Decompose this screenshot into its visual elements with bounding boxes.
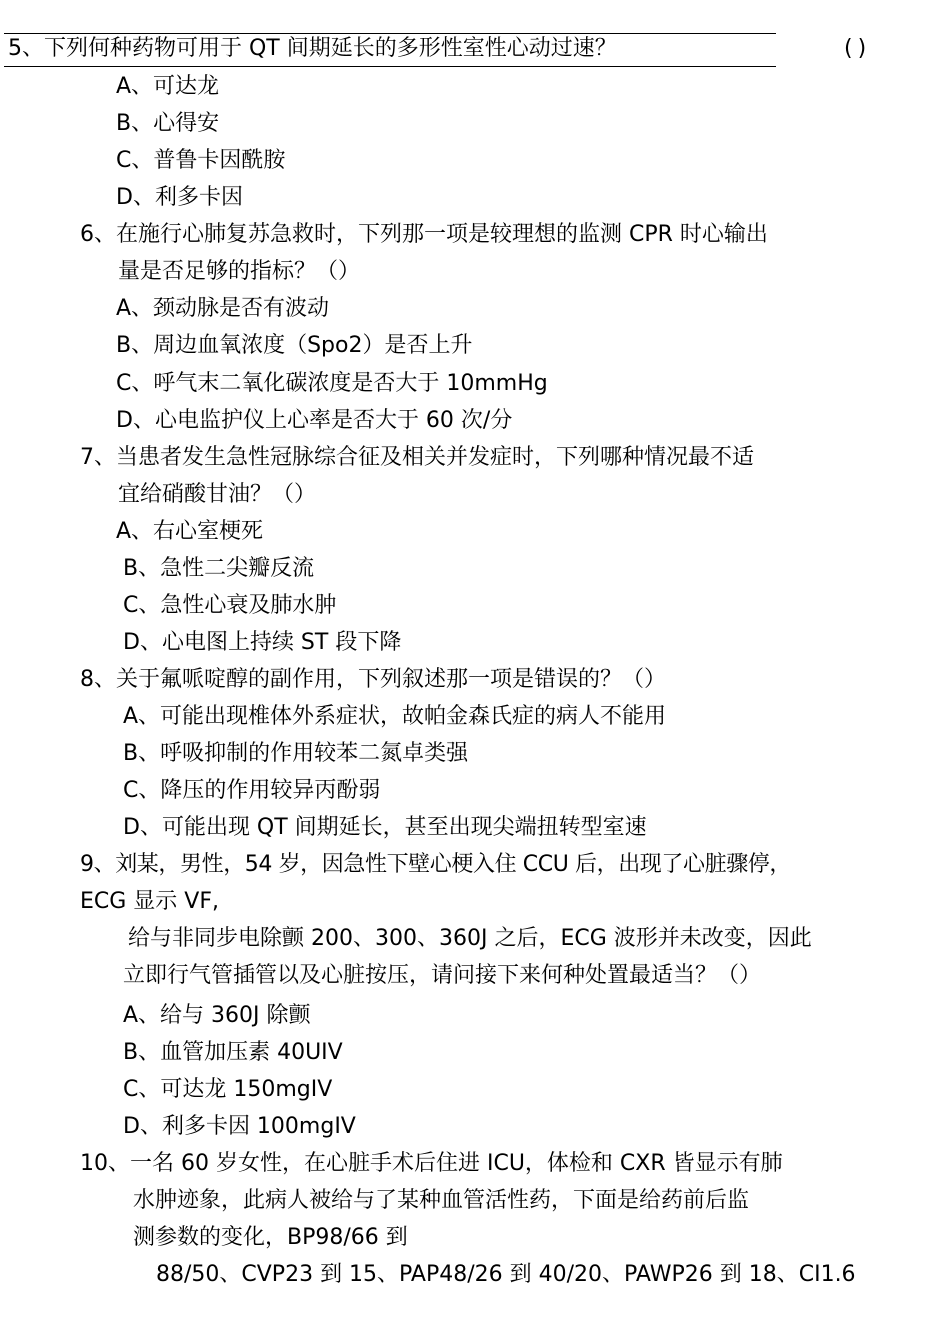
q7-option-d: D、心电图上持续 ST 段下降 bbox=[123, 630, 402, 655]
q9-option-b: B、血管加压素 40UIV bbox=[123, 1040, 343, 1065]
q9-stem-line-3: 给与非同步电除颤 200、300、360J 之后，ECG 波形并未改变，因此 bbox=[128, 926, 812, 951]
q8-stem-line-1: 8、关于氟哌啶醇的副作用，下列叙述那一项是错误的？（） bbox=[80, 667, 666, 692]
q8-option-b: B、呼吸抑制的作用较苯二氮卓类强 bbox=[123, 741, 469, 766]
q5-option-b: B、心得安 bbox=[116, 111, 220, 136]
q8-option-c: C、降压的作用较异丙酚弱 bbox=[123, 778, 381, 803]
q9-option-a: A、给与 360J 除颤 bbox=[123, 1003, 311, 1028]
q7-option-a: A、右心室梗死 bbox=[116, 519, 264, 544]
q9-stem-line-4: 立即行气管插管以及心脏按压，请问接下来何种处置最适当？（） bbox=[123, 963, 762, 988]
q5-option-c: C、普鲁卡因酰胺 bbox=[116, 148, 286, 173]
q6-option-c: C、呼气末二氧化碳浓度是否大于 10mmHg bbox=[116, 371, 548, 396]
header-rule-bottom bbox=[4, 66, 776, 67]
q9-stem-line-1: 9、刘某，男性，54 岁，因急性下壁心梗入住 CCU 后，出现了心脏骤停， bbox=[80, 852, 791, 877]
q10-stem-line-3: 测参数的变化，BP98/66 到 bbox=[133, 1225, 408, 1250]
q6-stem-line-2: 量是否足够的指标？（） bbox=[118, 259, 361, 284]
q7-stem-line-2: 宜给硝酸甘油？（） bbox=[118, 482, 317, 507]
q7-option-b: B、急性二尖瓣反流 bbox=[123, 556, 315, 581]
q6-option-a: A、颈动脉是否有波动 bbox=[116, 296, 330, 321]
q7-option-c: C、急性心衰及肺水肿 bbox=[123, 593, 337, 618]
q10-stem-line-4: 88/50、CVP23 到 15、PAP48/26 到 40/20、PAWP26 到 18、CI1.6 bbox=[156, 1262, 856, 1287]
q8-option-a: A、可能出现椎体外系症状，故帕金森氏症的病人不能用 bbox=[123, 704, 667, 729]
q7-stem-line-1: 7、当患者发生急性冠脉综合征及相关并发症时，下列哪种情况最不适 bbox=[80, 445, 754, 470]
q5-answer-parentheses: ( ) bbox=[844, 36, 866, 61]
q8-option-d: D、可能出现 QT 间期延长，甚至出现尖端扭转型室速 bbox=[123, 815, 647, 840]
q6-option-b: B、周边血氧浓度（Spo2）是否上升 bbox=[116, 333, 473, 358]
q9-option-c: C、可达龙 150mgIV bbox=[123, 1077, 333, 1102]
q5-stem-line-1: 5、下列何种药物可用于 QT 间期延长的多形性室性心动过速？ bbox=[8, 36, 617, 61]
q10-stem-line-1: 10、一名 60 岁女性，在心脏手术后住进 ICU，体检和 CXR 皆显示有肺 bbox=[80, 1151, 783, 1176]
q6-option-d: D、心电监护仪上心率是否大于 60 次/分 bbox=[116, 408, 513, 433]
q10-stem-line-2: 水肿迹象，此病人被给与了某种血管活性药，下面是给药前后监 bbox=[133, 1188, 750, 1213]
q9-option-d: D、利多卡因 100mgIV bbox=[123, 1114, 356, 1139]
q5-option-a: A、可达龙 bbox=[116, 74, 220, 99]
q9-stem-line-2: ECG 显示 VF, bbox=[80, 889, 219, 914]
q6-stem-line-1: 6、在施行心肺复苏急救时，下列那一项是较理想的监测 CPR 时心输出 bbox=[80, 222, 768, 247]
q5-option-d: D、利多卡因 bbox=[116, 185, 243, 210]
